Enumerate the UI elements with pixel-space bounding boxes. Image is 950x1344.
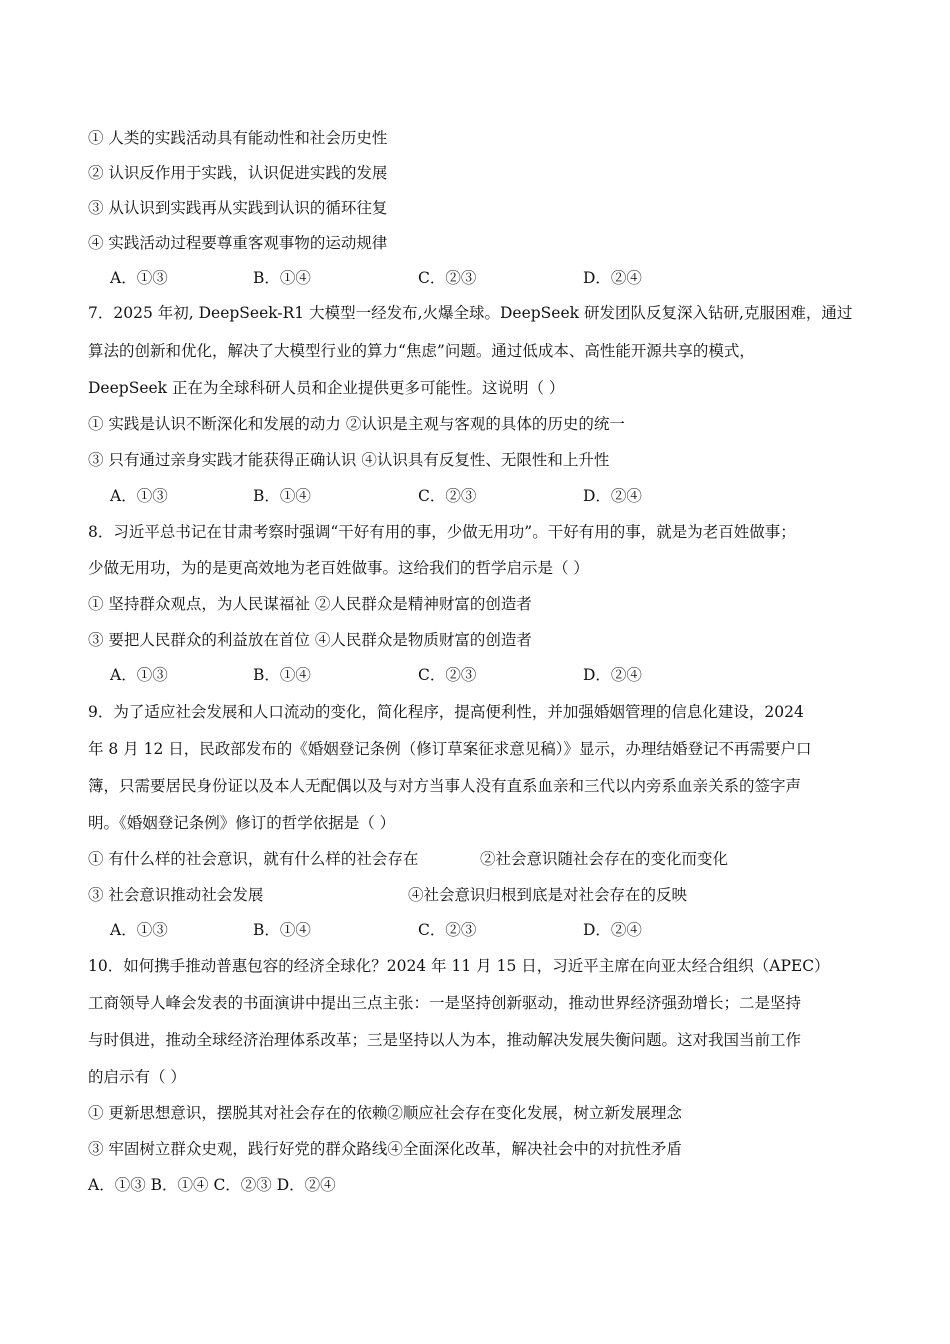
q9-statement-1: ① 有什么样的社会意识，就有什么样的社会存在 [88, 850, 419, 868]
q6-statement-3: ③ 从认识到实践再从实践到认识的循环往复 [88, 199, 388, 217]
q8-option-d: D．②④ [583, 666, 642, 684]
q10-statements-line-1: ① 更新思想意识，摆脱其对社会存在的依赖②顺应社会存在变化发展，树立新发展理念 [88, 1104, 682, 1122]
q8-statements-line-1: ① 坚持群众观点，为人民谋福祉 ②人民群众是精神财富的创造者 [88, 595, 532, 613]
q10-stem-line-3: 与时俱进，推动全球经济治理体系改革；三是坚持以人为本，推动解决发展失衡问题。这对我国当前工作 [88, 1031, 802, 1049]
q7-statements-line-2: ③ 只有通过亲身实践才能获得正确认识 ④认识具有反复性、无限性和上升性 [88, 451, 610, 469]
q9-statement-3: ③ 社会意识推动社会发展 [88, 886, 264, 904]
q6-option-d: D．②④ [583, 269, 642, 287]
q10-stem-line-1: 10．如何携手推动普惠包容的经济全球化？2024 年 11 月 15 日，习近平主席在向亚太经合组织（APEC） [88, 957, 830, 975]
q6-statement-4: ④ 实践活动过程要尊重客观事物的运动规律 [88, 234, 388, 252]
q9-option-c: C．②③ [418, 921, 477, 939]
q8-stem-line-1: 8．习近平总书记在甘肃考察时强调“干好有用的事，少做无用功”。干好有用的事，就是为老百姓做事； [88, 523, 796, 541]
q7-stem-line-3: DeepSeek 正在为全球科研人员和企业提供更多可能性。这说明（ ） [88, 379, 565, 397]
q7-stem-line-2: 算法的创新和优化，解决了大模型行业的算力“焦虑”问题。通过低成本、高性能开源共享的模式， [88, 342, 755, 360]
q10-statements-line-2: ③ 牢固树立群众史观，践行好党的群众路线④全面深化改革，解决社会中的对抗性矛盾 [88, 1140, 682, 1158]
q8-option-c: C．②③ [418, 666, 477, 684]
q9-stem-line-2: 年 8 月 12 日，民政部发布的《婚姻登记条例（修订草案征求意见稿）》显示，办理结婚登记不再需要户口 [88, 740, 812, 758]
q8-stem-line-2: 少做无用功，为的是更高效地为老百姓做事。这给我们的哲学启示是（ ） [88, 559, 589, 577]
q8-option-b: B．①④ [253, 666, 311, 684]
q10-options: A．①③ B．①④ C．②③ D．②④ [88, 1176, 336, 1194]
q9-statement-4: ④社会意识归根到底是对社会存在的反映 [408, 886, 688, 904]
q8-option-a: A．①③ [110, 666, 168, 684]
q9-option-d: D．②④ [583, 921, 642, 939]
q9-stem-line-1: 9．为了适应社会发展和人口流动的变化，简化程序，提高便利性，并加强婚姻管理的信息化建设，2024 [88, 703, 804, 721]
q7-option-a: A．①③ [110, 487, 168, 505]
q9-stem-line-4: 明。《婚姻登记条例》修订的哲学依据是（ ） [88, 814, 396, 832]
q6-option-a: A．①③ [110, 269, 168, 287]
q9-statement-2: ②社会意识随社会存在的变化而变化 [480, 850, 729, 868]
q7-option-c: C．②③ [418, 487, 477, 505]
q8-statements-line-2: ③ 要把人民群众的利益放在首位 ④人民群众是物质财富的创造者 [88, 631, 532, 649]
q7-stem-line-1: 7．2025 年初, DeepSeek-R1 大模型一经发布,火爆全球。DeepSeek 研发团队反复深入钻研,克服困难，通过 [88, 304, 853, 322]
q6-statement-2: ② 认识反作用于实践，认识促进实践的发展 [88, 164, 388, 182]
q7-statements-line-1: ① 实践是认识不断深化和发展的动力 ②认识是主观与客观的具体的历史的统一 [88, 415, 625, 433]
q9-option-b: B．①④ [253, 921, 311, 939]
q9-stem-line-3: 簿，只需要居民身份证以及本人无配偶以及与对方当事人没有直系血亲和三代以内旁系血亲关系的签字声 [88, 777, 802, 795]
q10-stem-line-2: 工商领导人峰会发表的书面演讲中提出三点主张：一是坚持创新驱动，推动世界经济强劲增长；二是坚持 [88, 994, 802, 1012]
q6-option-c: C．②③ [418, 269, 477, 287]
q7-option-b: B．①④ [253, 487, 311, 505]
q7-options [110, 486, 670, 506]
q9-options [110, 920, 670, 940]
q6-option-b: B．①④ [253, 269, 311, 287]
q6-statement-1: ① 人类的实践活动具有能动性和社会历史性 [88, 129, 388, 147]
q7-option-d: D．②④ [583, 487, 642, 505]
q10-stem-line-4: 的启示有（ ） [88, 1068, 186, 1086]
q8-options [110, 665, 670, 685]
q6-options [110, 268, 670, 288]
q9-option-a: A．①③ [110, 921, 168, 939]
